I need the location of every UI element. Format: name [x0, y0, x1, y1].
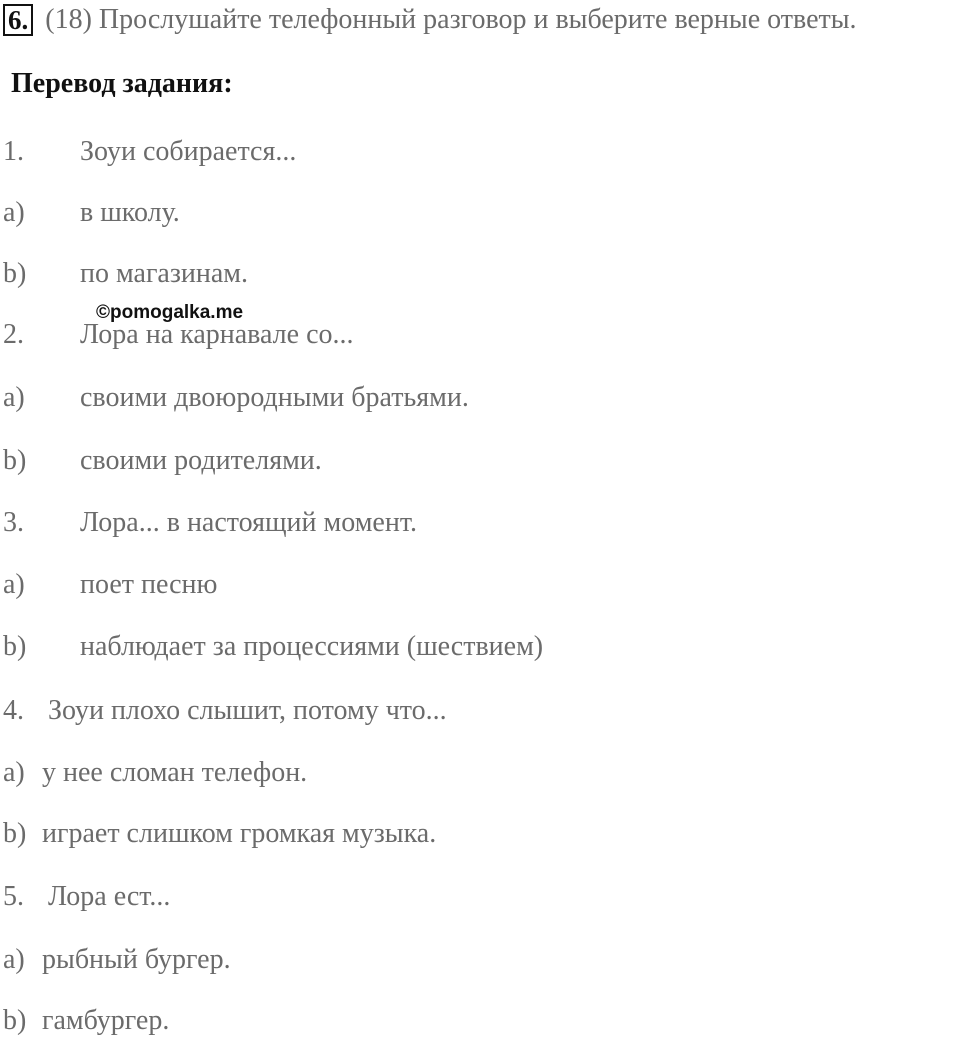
option-text: своими родителями.	[80, 445, 322, 476]
option-text: своими двоюродными братьями.	[80, 382, 469, 413]
question-5-option-a	[3, 942, 231, 978]
option-text: по магазинам.	[80, 258, 249, 289]
option-marker: b)	[3, 631, 27, 662]
question-4-option-a	[3, 755, 308, 791]
question-4	[3, 693, 447, 729]
option-marker: a)	[3, 382, 25, 413]
option-marker: a)	[3, 944, 25, 975]
question-3-option-a	[3, 567, 218, 603]
section-title: Перевод задания:	[11, 68, 233, 99]
question-1-option-a	[3, 195, 180, 231]
question-2-text: Лора на карнавале со...	[80, 319, 354, 350]
question-3-number: 3.	[3, 507, 24, 538]
option-text: гамбургер.	[42, 1005, 170, 1036]
task-instruction: (18) Прослушайте телефонный разговор и выберите верные ответы.	[45, 4, 857, 35]
option-marker: a)	[3, 197, 25, 228]
task-header	[0, 2, 857, 38]
option-marker: b)	[3, 1005, 27, 1036]
option-text: у нее сломан телефон.	[42, 757, 308, 788]
question-2-option-b	[3, 443, 322, 479]
option-marker: b)	[3, 445, 27, 476]
question-1	[3, 134, 297, 170]
question-2	[3, 317, 354, 353]
question-3-option-b	[3, 629, 544, 665]
question-5-number: 5.	[3, 881, 24, 912]
option-marker: b)	[3, 818, 27, 849]
question-1-number: 1.	[3, 136, 24, 167]
question-3-text: Лора... в настоящий момент.	[80, 507, 417, 538]
question-2-number: 2.	[3, 319, 24, 350]
question-4-text: Зоуи плохо слышит, потому что...	[48, 695, 447, 726]
option-text: в школу.	[80, 197, 180, 228]
option-marker: b)	[3, 258, 27, 289]
option-marker: a)	[3, 757, 25, 788]
option-marker: a)	[3, 569, 25, 600]
question-5-text: Лора ест...	[48, 881, 171, 912]
question-5	[3, 879, 171, 915]
question-1-text: Зоуи собирается...	[80, 136, 297, 167]
question-3	[3, 505, 417, 541]
question-2-option-a	[3, 380, 469, 416]
option-text: играет слишком громкая музыка.	[42, 818, 437, 849]
watermark: ©pomogalka.me	[96, 302, 244, 323]
option-text: наблюдает за процессиями (шествием)	[80, 631, 544, 662]
question-5-option-b	[3, 1003, 170, 1039]
option-text: поет песню	[80, 569, 218, 600]
question-4-option-b	[3, 816, 437, 852]
option-text: рыбный бургер.	[42, 944, 231, 975]
question-4-number: 4.	[3, 695, 24, 726]
question-1-option-b	[3, 256, 249, 292]
task-number-badge: 6.	[3, 4, 33, 36]
